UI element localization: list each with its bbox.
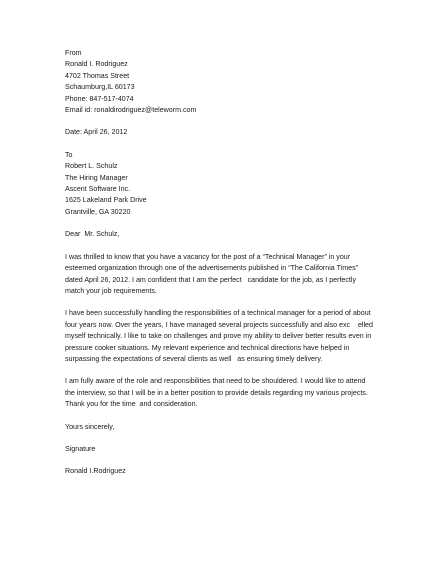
cover-letter — [65, 48, 385, 478]
paragraph-line: the interview, so that I will be in a better position to provide details regarding my various projects. — [65, 388, 368, 397]
paragraph-line: dated April 26, 2012. I am confident that I am the perfect candidate for the job, as I perfectly — [65, 275, 357, 284]
sender-city: Schaumburg,IL 60173 — [65, 83, 135, 92]
paragraph-line: match your job requirements. — [65, 286, 157, 295]
paragraph-line: four years now. Over the years, I have managed several projects successfully and also exc elled — [65, 320, 373, 329]
paragraph-line: I have been successfully handling the responsibilities of a technical manager for a period of about — [65, 309, 371, 318]
sender-label: From — [65, 49, 82, 57]
letter-date: Date: April 26, 2012 — [65, 128, 128, 137]
paragraph-line: I was thrilled to know that you have a vacancy for the post of a “Technical Manager” in your — [65, 252, 351, 261]
paragraph-line: surpassing the expectations of several clients as well as ensuring timely delivery. — [65, 354, 323, 363]
body-paragraph-2 — [65, 308, 385, 365]
paragraph-line: I am fully aware of the role and responsibilities that need to be shouldered. I would like to attend — [65, 377, 366, 386]
signer-name: Ronald I.Rodriguez — [65, 467, 126, 476]
recipient-city: Grantville, GA 30220 — [65, 207, 131, 216]
recipient-company: Ascent Software Inc. — [65, 185, 131, 194]
recipient-street: 1625 Lakeland Park Drive — [65, 196, 147, 205]
signature: Signature — [65, 444, 96, 453]
sender-email: Email id: ronaldirodriguez@teleworm.com — [65, 106, 197, 115]
paragraph-line: myself technically. I like to take on challenges and prove my ability to deliver better results even in — [65, 332, 372, 341]
paragraph-line: Thank you for the time and consideration. — [65, 400, 198, 409]
recipient-title: The Hiring Manager — [65, 173, 128, 182]
body-paragraph-1 — [65, 252, 385, 298]
paragraph-line: esteemed organization through one of the advertisements published in “The California Times” — [65, 264, 358, 273]
sender-street: 4702 Thomas Street — [65, 71, 130, 80]
salutation: Dear Mr. Schulz, — [65, 230, 120, 239]
sender-phone: Phone: 847-517-4074 — [65, 94, 134, 103]
sender-block — [65, 48, 385, 116]
recipient-name: Robert L. Schulz — [65, 162, 118, 171]
sender-name: Ronald I. Rodriguez — [65, 60, 128, 69]
recipient-label: To — [65, 150, 73, 159]
paragraph-line: pressure cooker situations. My relevant experience and technical directions have helped in — [65, 343, 350, 352]
recipient-block — [65, 150, 385, 218]
closing: Yours sincerely, — [65, 422, 115, 431]
body-paragraph-3 — [65, 376, 385, 410]
